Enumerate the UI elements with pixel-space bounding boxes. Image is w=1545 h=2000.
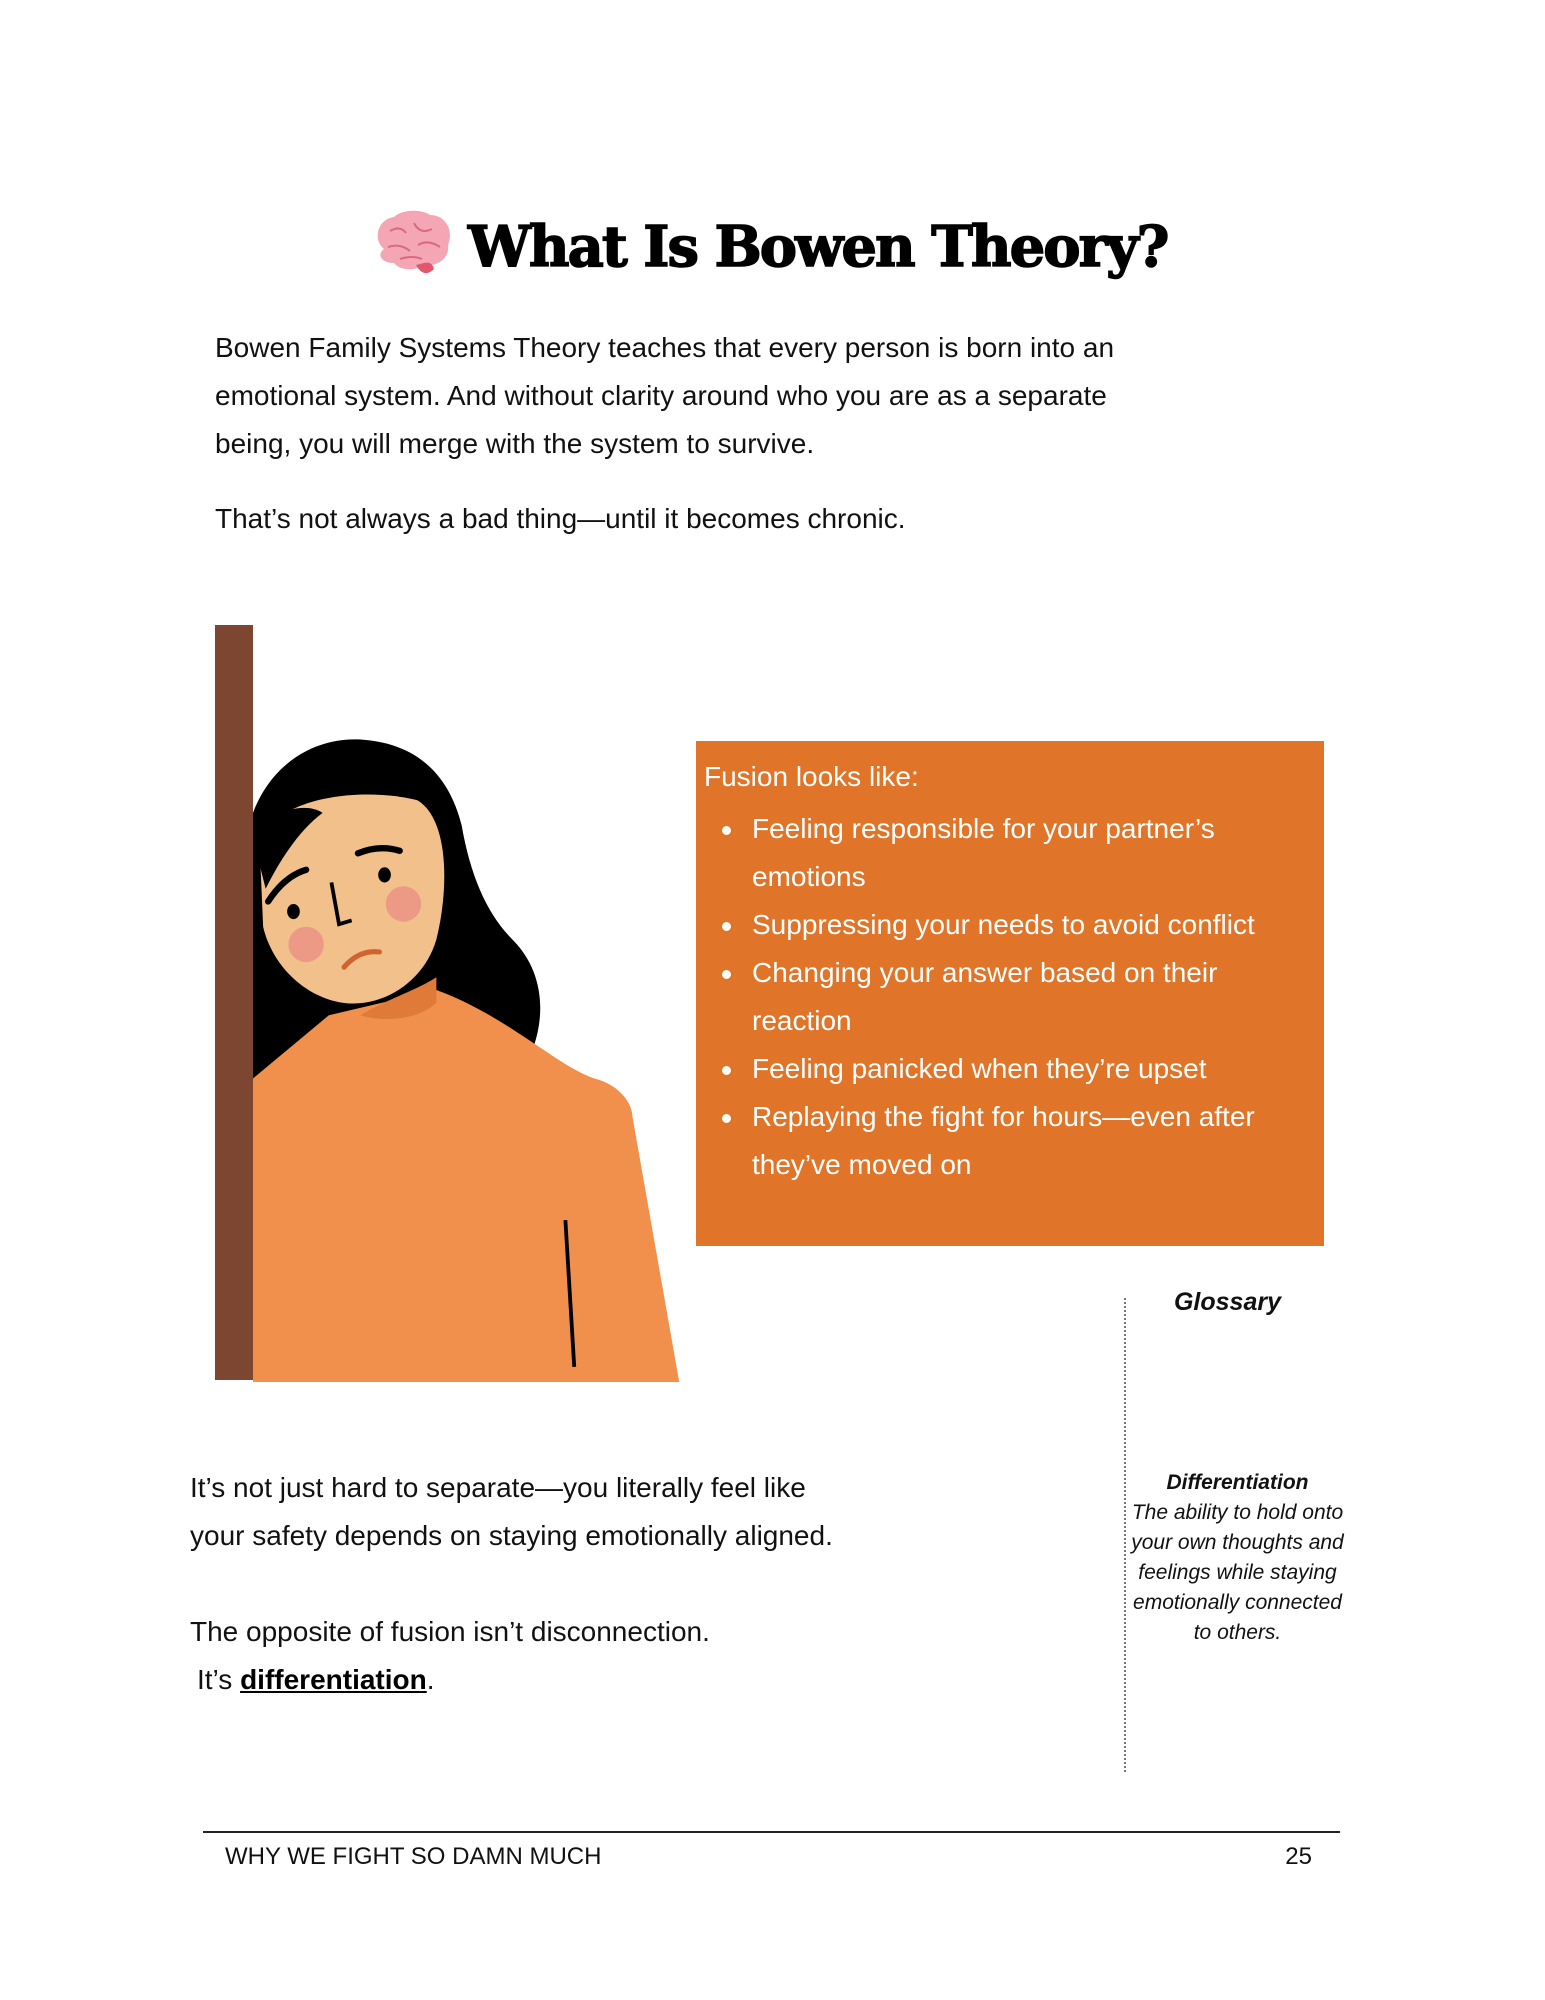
glossary-title: Glossary xyxy=(1173,1288,1281,1316)
body-line-4 xyxy=(197,1656,435,1704)
list-item: Replaying the fight for hours—even after they’ve moved on xyxy=(752,1093,1312,1189)
sad-woman-illustration xyxy=(253,737,683,1382)
list-item: Changing your answer based on their reaction xyxy=(752,949,1312,1045)
list-item: Feeling panicked when they’re upset xyxy=(752,1045,1312,1093)
intro-line-2: emotional system. And without clarity around who you are as a separate xyxy=(215,380,1107,411)
intro-line-3: being, you will merge with the system to survive. xyxy=(215,428,815,459)
intro-line-1: Bowen Family Systems Theory teaches that every person is born into an xyxy=(215,332,1115,363)
intro-second: That’s not always a bad thing—until it becomes chronic. xyxy=(215,503,906,534)
body-line-4-suffix: . xyxy=(426,1664,435,1695)
body-line-1: It’s not just hard to separate—you literally feel like xyxy=(190,1472,806,1503)
list-item: Feeling responsible for your partner’s emotions xyxy=(752,805,1312,901)
page-number: 25 xyxy=(1285,1843,1312,1870)
footer-divider xyxy=(203,1831,1340,1833)
glossary-entry xyxy=(1130,1468,1345,1648)
glossary-definition: The ability to hold onto your own thoughts and feelings while staying emotionally connected to others. xyxy=(1131,1501,1344,1644)
body-line-4-prefix: It’s xyxy=(197,1664,241,1695)
fusion-list xyxy=(696,805,1312,1189)
glossary-term: Differentiation xyxy=(1166,1471,1309,1494)
differentiation-link[interactable]: differentiation xyxy=(240,1664,427,1695)
wall-bar xyxy=(215,625,253,1380)
page-title: What Is Bowen Theory? xyxy=(468,214,1168,280)
body-line-2: your safety depends on staying emotionally aligned. xyxy=(190,1520,833,1551)
fusion-heading: Fusion looks like: xyxy=(704,761,919,792)
list-item: Suppressing your needs to avoid conflict xyxy=(752,901,1312,949)
fusion-callout xyxy=(696,741,1324,1246)
brain-icon xyxy=(370,209,454,279)
body-line-3: The opposite of fusion isn’t disconnection. xyxy=(190,1616,710,1647)
glossary-divider xyxy=(1124,1298,1126,1772)
footer-book-title: WHY WE FIGHT SO DAMN MUCH xyxy=(225,1843,602,1870)
